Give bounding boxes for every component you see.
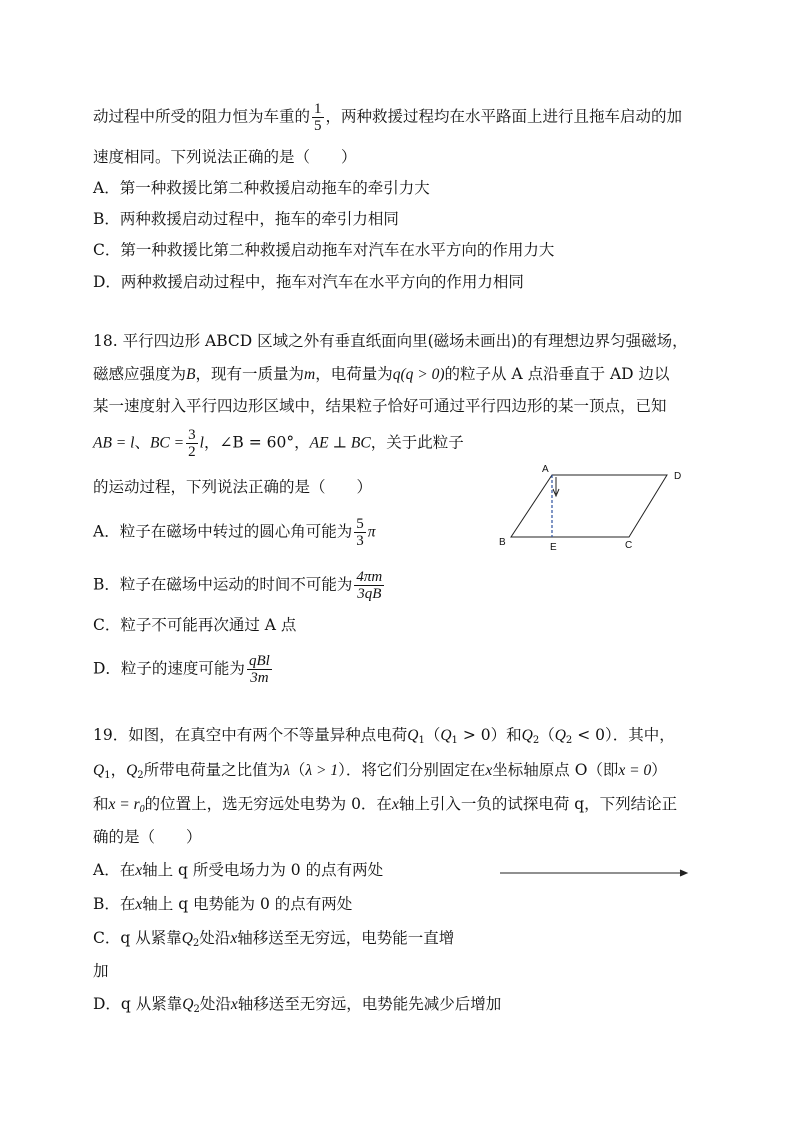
q18-bc-l: l bbox=[199, 434, 204, 452]
q18-optA-num: 5 bbox=[356, 516, 364, 532]
q17-line1-text-a: 动过程中所受的阻力恒为车重的 bbox=[93, 107, 311, 126]
q17-line1-text-b: ，两种救援过程均在水平路面上进行且拖车启动的加 bbox=[325, 107, 683, 126]
q19-lambda-cond: λ > 1 bbox=[305, 762, 339, 779]
q19-optC-x: x bbox=[230, 930, 238, 947]
q18-optD-text: D．粒子的速度可能为 bbox=[93, 659, 245, 678]
q19-option-d bbox=[93, 994, 501, 1020]
q19-optB-a: B．在 bbox=[93, 895, 136, 913]
q18-line5: 的运动过程，下列说法正确的是（ ） bbox=[93, 478, 373, 496]
q18-optA-den: 3 bbox=[356, 533, 364, 549]
q19-l2-Q2: Q bbox=[126, 762, 138, 779]
q18-option-a bbox=[93, 516, 375, 549]
q19-x1: x bbox=[485, 762, 493, 779]
q19-optC-Q: Q bbox=[181, 930, 193, 947]
q18-line3: 某一速度射入平行四边形区域中，结果粒子恰好可通过平行四边形的某一顶点，已知 bbox=[93, 397, 667, 415]
x-axis-arrow-figure bbox=[498, 866, 693, 880]
q18-line2 bbox=[93, 364, 670, 385]
q18-sep: 、 bbox=[134, 433, 150, 452]
q19-l3c: 轴上引入一负的试探电荷 q，下列结论正 bbox=[398, 795, 678, 813]
q18-optD-frac bbox=[247, 653, 272, 686]
q17-line2: 速度相同。下列说法正确的是（ ） bbox=[93, 148, 357, 166]
q18-optD-num: qBl bbox=[248, 653, 270, 669]
q18-bc-num: 3 bbox=[188, 427, 196, 443]
q19-Q2c: Q bbox=[554, 727, 566, 744]
q18-B-symbol: B bbox=[186, 366, 196, 383]
q19-Q2c-sub: 2 bbox=[565, 735, 573, 746]
q19-optC-b: 处沿 bbox=[199, 929, 231, 947]
q19-lt0: < 0 bbox=[572, 726, 605, 744]
q19-Q2-sub: 2 bbox=[532, 735, 540, 746]
q18-bc-frac bbox=[186, 427, 198, 460]
q19-l2-sep: ， bbox=[110, 761, 127, 779]
q18-line4-b: ，关于此粒子 bbox=[370, 433, 464, 452]
q19-Q1: Q bbox=[407, 727, 419, 744]
q19-x2: x bbox=[391, 796, 399, 813]
label-E: E bbox=[550, 542, 557, 553]
q19-option-a bbox=[93, 860, 383, 881]
q19-l1a: 19．如图，在真空中有两个不等量异种点电荷 bbox=[93, 726, 408, 744]
q19-option-b bbox=[93, 894, 352, 915]
q19-optB-x: x bbox=[135, 896, 143, 913]
q17-fraction bbox=[312, 101, 324, 134]
q18-optB-num: 4πm bbox=[356, 569, 383, 585]
q17-frac-num: 1 bbox=[314, 101, 322, 117]
label-B: B bbox=[499, 537, 506, 548]
q18-line2-a: 磁感应强度为 bbox=[93, 365, 187, 383]
q18-line4 bbox=[93, 427, 464, 460]
parallelogram-shape bbox=[511, 475, 667, 537]
label-A: A bbox=[542, 464, 549, 475]
q18-optB-text: B．粒子在磁场中运动的时间不可能为 bbox=[93, 575, 353, 594]
q19-line3 bbox=[93, 794, 677, 820]
q19-Q2: Q bbox=[521, 727, 533, 744]
q19-optA-b: 轴上 q 所受电场力为 0 的点有两处 bbox=[142, 861, 384, 879]
q19-line2 bbox=[93, 760, 667, 786]
q19-l2b: （ bbox=[289, 761, 306, 779]
q19-option-c bbox=[93, 928, 454, 954]
q17-option-d: D．两种救援启动过程中，拖车对汽车在水平方向的作用力相同 bbox=[93, 273, 524, 291]
q19-l3b: 的位置上，选无穷远处电势为 0．在 bbox=[144, 795, 392, 813]
q18-perp: AE ⊥ BC bbox=[309, 434, 371, 452]
q19-optC-c: 轴移送至无穷远，电势能一直增 bbox=[237, 929, 455, 947]
q17-option-b: B．两种救援启动过程中，拖车的牵引力相同 bbox=[93, 210, 399, 228]
q18-optA-pi: π bbox=[367, 523, 376, 541]
q19-optD-Q-sub: 2 bbox=[193, 1004, 200, 1015]
q19-l2d: 坐标轴原点 O（即 bbox=[492, 761, 619, 779]
q19-optC-Q-sub: 2 bbox=[192, 938, 200, 949]
q19-l2a: 所带电荷量之比值为 bbox=[143, 761, 284, 779]
q18-line1: 18. 平行四边形 ABCD 区域之外有垂直纸面向里(磁场未画出)的有理想边界匀强磁场， bbox=[93, 332, 688, 350]
q19-lambda: λ bbox=[283, 762, 290, 779]
q18-optA-text: A．粒子在磁场中转过的圆心角可能为 bbox=[93, 522, 353, 541]
q19-gt0: > 0 bbox=[457, 726, 491, 744]
q18-optB-den: 3qB bbox=[357, 586, 382, 602]
q19-optA-x: x bbox=[135, 862, 143, 879]
q17-option-c: C．第一种救援比第二种救援启动拖车对汽车在水平方向的作用力大 bbox=[93, 241, 555, 259]
q18-line2-c: ，电荷量为 bbox=[315, 365, 393, 383]
q19-l2-Q1: Q bbox=[93, 762, 105, 779]
q19-optA-a: A．在 bbox=[93, 861, 136, 879]
q18-bc-den: 2 bbox=[188, 444, 196, 460]
q19-optD-a: D．q 从紧靠 bbox=[93, 995, 183, 1013]
label-D: D bbox=[674, 471, 682, 482]
x-axis-arrowhead bbox=[680, 870, 687, 876]
q18-optD-den: 3m bbox=[250, 670, 269, 686]
q17-option-a: A．第一种救援比第二种救援启动拖车的牵引力大 bbox=[93, 179, 430, 197]
q19-l1e: ）．其中， bbox=[605, 726, 675, 744]
q18-angle: ，∠B = 60°， bbox=[203, 433, 310, 452]
q19-optD-x: x bbox=[230, 996, 238, 1013]
q19-Q1-sub: 1 bbox=[418, 735, 425, 746]
q17-frac-den: 5 bbox=[314, 118, 322, 134]
q18-line2-d: 的粒子从 A 点沿垂直于 AD 边以 bbox=[444, 365, 670, 383]
q19-l1b: （ bbox=[424, 726, 441, 744]
q19-l2-Q2-sub: 2 bbox=[137, 770, 144, 781]
q19-Q1c: Q bbox=[440, 727, 452, 744]
q19-line1 bbox=[93, 725, 675, 751]
q18-optB-frac bbox=[354, 569, 384, 602]
q19-option-c-cont: 加 bbox=[93, 962, 109, 980]
q19-xr0-sub: 0 bbox=[139, 804, 145, 815]
q18-line2-b: ，现有一质量为 bbox=[195, 365, 304, 383]
q18-option-d bbox=[93, 653, 274, 686]
q19-line4: 确的是（ ） bbox=[93, 828, 202, 846]
q19-l2-Q1-sub: 1 bbox=[104, 770, 111, 781]
q19-xr0: x = r bbox=[108, 796, 140, 813]
parallelogram-figure bbox=[495, 460, 695, 555]
q19-optB-b: 轴上 q 电势能为 0 的点有两处 bbox=[142, 895, 353, 913]
q19-l1d: （ bbox=[539, 726, 555, 744]
q18-option-b bbox=[93, 569, 386, 602]
q19-l1c: ）和 bbox=[490, 726, 522, 744]
q18-option-c: C．粒子不可能再次通过 A 点 bbox=[93, 616, 297, 634]
q18-optA-frac bbox=[354, 516, 366, 549]
q19-l2c: ）．将它们分别固定在 bbox=[338, 761, 486, 779]
q19-x0: x = 0 bbox=[618, 762, 652, 779]
q19-optD-Q: Q bbox=[182, 996, 194, 1013]
q19-optD-c: 轴移送至无穷远，电势能先减少后增加 bbox=[237, 995, 502, 1013]
q19-optD-b: 处沿 bbox=[199, 995, 231, 1013]
q18-bc-lhs: BC = bbox=[149, 434, 185, 452]
q18-m-symbol: m bbox=[304, 366, 316, 383]
q17-line1 bbox=[93, 101, 682, 134]
label-C: C bbox=[625, 540, 633, 551]
q19-optC-a: C．q 从紧靠 bbox=[93, 929, 182, 947]
q19-l2e: ） bbox=[651, 761, 667, 779]
q19-Q1c-sub: 1 bbox=[451, 735, 458, 746]
q18-ab-eq: AB = l bbox=[93, 434, 135, 452]
q19-l3a: 和 bbox=[93, 795, 109, 813]
q18-q-condition: q(q > 0) bbox=[392, 366, 445, 383]
